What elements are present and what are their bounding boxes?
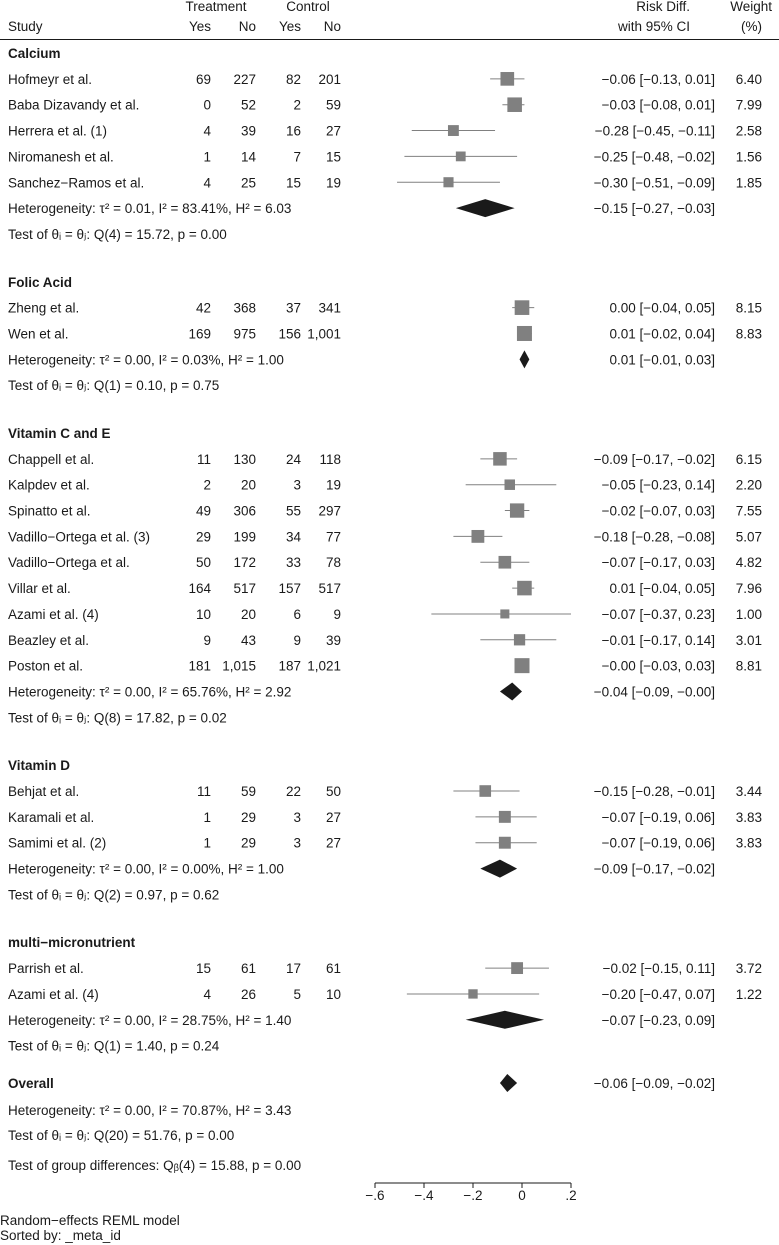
control-no: 27 [325,809,341,825]
study-ci: −0.07 [−0.19, 0.06] [601,809,715,825]
treatment-no: 29 [240,835,256,851]
study-ci: −0.07 [−0.19, 0.06] [601,835,715,851]
treatment-no: 368 [233,300,256,316]
study-ci: 0.01 [−0.02, 0.04] [609,326,715,342]
study-marker [499,556,512,569]
study-name: Wen et al. [8,326,69,342]
treatment-yes: 50 [195,555,211,571]
header-study: Study [8,19,43,34]
study-marker [514,634,525,645]
study-marker [493,452,507,466]
study-ci: −0.05 [−0.23, 0.14] [601,477,715,493]
group-test: Test of θᵢ = θⱼ: Q(4) = 15.72, p = 0.00 [8,226,227,242]
group-title: Calcium [8,46,61,61]
control-no: 1,001 [307,326,341,342]
group-heterogeneity: Heterogeneity: τ² = 0.00, I² = 28.75%, H² = 1.40 [8,1012,292,1028]
control-yes: 22 [285,784,301,800]
study-marker [515,300,530,315]
control-yes: 157 [278,581,301,597]
study-name: Poston et al. [8,658,84,674]
treatment-no: 20 [240,477,256,493]
group-pooled-ci: −0.04 [−0.09, −0.00] [593,684,715,700]
treatment-yes: 0 [203,97,211,113]
x-axis-tick-label: .2 [565,1188,577,1203]
study-name: Azami et al. (4) [8,986,99,1002]
control-no: 1,021 [307,658,341,674]
study-weight: 4.82 [735,555,762,571]
group-pooled-diamond [466,1011,544,1029]
study-name: Spinatto et al. [8,503,91,519]
study-marker [456,152,466,162]
header-effect-line2: with 95% CI [617,19,690,34]
study-name: Sanchez−Ramos et al. [8,175,145,191]
study-marker [507,97,522,112]
group-test: Test of θᵢ = θⱼ: Q(2) = 0.97, p = 0.62 [8,887,220,903]
study-marker [499,811,511,823]
control-no: 19 [325,175,341,191]
group-test: Test of θᵢ = θⱼ: Q(1) = 0.10, p = 0.75 [8,378,220,394]
treatment-no: 199 [233,529,256,545]
group-test: Test of θᵢ = θⱼ: Q(1) = 1.40, p = 0.24 [8,1038,220,1054]
study-weight: 1.22 [735,986,762,1002]
study-ci: −0.20 [−0.47, 0.07] [601,986,715,1002]
control-yes: 82 [285,71,301,87]
group-pooled-ci: −0.15 [−0.27, −0.03] [593,201,715,217]
study-name: Niromanesh et al. [8,149,114,165]
treatment-yes: 42 [195,300,211,316]
control-yes: 15 [285,175,301,191]
treatment-yes: 4 [203,123,211,139]
group-heterogeneity: Heterogeneity: τ² = 0.00, I² = 65.76%, H² = 2.92 [8,684,292,700]
study-marker [515,658,530,673]
group-pooled-diamond [500,682,522,700]
study-ci: −0.25 [−0.48, −0.02] [593,149,715,165]
study-weight: 7.99 [735,97,762,113]
footnote-sort: Sorted by: _meta_id [0,1228,121,1243]
treatment-yes: 15 [195,961,211,977]
header-control-no: No [323,19,341,34]
treatment-yes: 4 [203,175,211,191]
study-ci: −0.01 [−0.17, 0.14] [601,632,715,648]
overall-test: Test of θᵢ = θⱼ: Q(20) = 51.76, p = 0.00 [8,1128,235,1143]
control-yes: 3 [293,809,301,825]
treatment-no: 227 [233,71,256,87]
treatment-yes: 11 [196,784,211,800]
study-ci: −0.15 [−0.28, −0.01] [593,784,715,800]
study-ci: −0.18 [−0.28, −0.08] [593,529,715,545]
study-ci: −0.28 [−0.45, −0.11] [594,123,715,139]
control-no: 27 [325,123,341,139]
control-yes: 156 [278,326,301,342]
study-marker [500,72,514,86]
study-weight: 1.56 [735,149,762,165]
treatment-no: 306 [233,503,256,519]
study-weight: 8.81 [735,658,762,674]
group-title: Vitamin C and E [8,425,111,441]
control-no: 77 [325,529,341,545]
control-yes: 37 [285,300,301,316]
group-test: Test of θᵢ = θⱼ: Q(8) = 17.82, p = 0.02 [8,710,227,726]
treatment-yes: 49 [195,503,211,519]
study-marker [510,503,524,517]
study-ci: −0.30 [−0.51, −0.09] [593,175,715,191]
study-weight: 1.85 [735,175,762,191]
control-yes: 16 [285,123,301,139]
treatment-yes: 1 [203,809,211,825]
treatment-no: 20 [240,606,256,622]
treatment-no: 975 [233,326,256,342]
study-ci: −0.07 [−0.37, 0.23] [601,606,715,622]
treatment-yes: 164 [188,581,211,597]
study-marker [500,609,509,618]
control-no: 297 [318,503,341,519]
treatment-yes: 1 [203,149,211,165]
control-no: 517 [318,581,341,597]
study-weight: 5.07 [735,529,762,545]
control-yes: 3 [293,477,301,493]
control-yes: 17 [285,961,301,977]
study-ci: −0.02 [−0.07, 0.03] [601,503,715,519]
header-control-yes: Yes [278,19,301,34]
treatment-yes: 181 [188,658,211,674]
treatment-yes: 10 [195,606,211,622]
study-name: Chappell et al. [8,451,95,467]
x-axis-tick-label: 0 [518,1188,526,1203]
header-weight-line2: (%) [741,19,762,34]
study-weight: 3.44 [735,784,762,800]
study-weight: 8.83 [735,326,762,342]
treatment-yes: 4 [203,986,211,1002]
control-yes: 24 [285,451,301,467]
study-marker [499,837,511,849]
study-name: Karamali et al. [8,809,95,825]
control-no: 61 [325,961,341,977]
treatment-yes: 69 [195,71,211,87]
control-yes: 3 [293,835,301,851]
study-weight: 7.96 [735,581,762,597]
x-axis-tick-label: −.6 [365,1188,385,1203]
study-name: Kalpdev et al. [8,477,90,493]
study-name: Herrera et al. (1) [8,123,108,139]
control-yes: 6 [293,606,301,622]
control-no: 201 [318,71,341,87]
control-no: 10 [325,986,341,1002]
control-no: 59 [325,97,341,113]
treatment-no: 59 [240,784,256,800]
study-weight: 1.00 [735,606,762,622]
study-name: Behjat et al. [8,784,80,800]
treatment-no: 26 [240,986,256,1002]
treatment-no: 172 [233,555,256,571]
study-ci: −0.02 [−0.15, 0.11] [602,961,715,977]
study-marker [471,530,484,543]
header-weight-line1: Weight [730,0,772,14]
study-weight: 3.72 [735,961,762,977]
study-ci: −0.09 [−0.17, −0.02] [593,451,715,467]
treatment-yes: 1 [203,835,211,851]
study-name: Samimi et al. (2) [8,835,107,851]
treatment-yes: 29 [195,529,211,545]
study-marker [479,785,491,797]
study-ci: 0.01 [−0.04, 0.05] [609,581,715,597]
control-no: 118 [319,451,341,467]
header-treatment-no: No [238,19,256,34]
study-name: Beazley et al. [8,632,90,648]
study-name: Vadillo−Ortega et al. (3) [8,529,150,545]
treatment-yes: 169 [188,326,211,342]
study-marker [448,125,459,136]
header-treatment-yes: Yes [188,19,211,34]
study-name: Azami et al. (4) [8,606,99,622]
study-weight: 8.15 [735,300,762,316]
x-axis-tick-label: −.2 [463,1188,483,1203]
study-marker [505,479,515,489]
study-marker [517,326,532,341]
study-marker [511,962,523,974]
control-yes: 7 [293,149,301,165]
group-heterogeneity: Heterogeneity: τ² = 0.00, I² = 0.00%, H² = 1.00 [8,861,284,877]
control-yes: 34 [285,529,301,545]
group-title: Folic Acid [8,274,73,290]
study-weight: 3.83 [735,835,762,851]
x-axis-tick-label: −.4 [414,1188,434,1203]
control-yes: 33 [285,555,301,571]
study-ci: −0.00 [−0.03, 0.03] [601,658,715,674]
group-pooled-ci: −0.09 [−0.17, −0.02] [593,861,715,877]
footnote-model: Random−effects REML model [0,1213,180,1228]
study-ci: −0.07 [−0.17, 0.03] [601,555,715,571]
treatment-no: 39 [240,123,256,139]
treatment-no: 52 [240,97,256,113]
treatment-no: 25 [240,175,256,191]
treatment-no: 14 [240,149,256,165]
study-ci: −0.06 [−0.13, 0.01] [601,71,715,87]
control-no: 39 [325,632,341,648]
control-no: 50 [325,784,341,800]
control-yes: 9 [293,632,301,648]
study-weight: 2.58 [735,123,762,139]
treatment-yes: 9 [203,632,211,648]
study-weight: 2.20 [735,477,762,493]
study-weight: 6.15 [735,451,762,467]
study-ci: −0.03 [−0.08, 0.01] [601,97,715,113]
study-weight: 7.55 [735,503,762,519]
header-treatment: Treatment [185,0,247,14]
treatment-no: 29 [240,809,256,825]
group-pooled-diamond [520,350,530,368]
study-name: Parrish et al. [8,961,84,977]
overall-title: Overall [8,1076,54,1091]
control-no: 9 [333,606,341,622]
control-no: 78 [325,555,341,571]
treatment-no: 130 [233,451,256,467]
group-title: multi−micronutrient [8,935,136,951]
overall-ci: −0.06 [−0.09, −0.02] [593,1076,715,1091]
treatment-no: 517 [233,581,256,597]
study-marker [468,989,477,998]
control-yes: 187 [278,658,301,674]
header-effect-line1: Risk Diff. [636,0,690,14]
group-pooled-ci: −0.07 [−0.23, 0.09] [601,1012,715,1028]
group-pooled-ci: 0.01 [−0.01, 0.03] [609,352,715,368]
treatment-yes: 2 [203,477,211,493]
study-ci: 0.00 [−0.04, 0.05] [609,300,715,316]
header-control: Control [286,0,330,14]
study-weight: 6.40 [735,71,762,87]
study-name: Vadillo−Ortega et al. [8,555,130,571]
group-heterogeneity: Heterogeneity: τ² = 0.00, I² = 0.03%, H² = 1.00 [8,352,284,368]
treatment-no: 43 [240,632,256,648]
group-heterogeneity: Heterogeneity: τ² = 0.01, I² = 83.41%, H² = 6.03 [8,201,292,217]
control-no: 27 [325,835,341,851]
study-name: Hofmeyr et al. [8,71,93,87]
control-no: 19 [325,477,341,493]
group-pooled-diamond [480,860,517,878]
overall-diamond [500,1074,517,1092]
group-differences-test: Test of group differences: Qᵦ(4) = 15.88, p = 0.00 [8,1158,302,1173]
study-weight: 3.01 [735,632,762,648]
control-yes: 2 [293,97,301,113]
control-yes: 5 [293,986,301,1002]
overall-heterogeneity: Heterogeneity: τ² = 0.00, I² = 70.87%, H² = 3.43 [8,1103,292,1118]
study-name: Villar et al. [8,581,71,597]
treatment-no: 61 [240,961,256,977]
study-marker [517,581,532,596]
group-title: Vitamin D [8,758,71,774]
treatment-no: 1,015 [222,658,256,674]
control-no: 15 [325,149,341,165]
study-marker [443,177,453,187]
control-no: 341 [318,300,341,316]
study-name: Baba Dizavandy et al. [8,97,140,113]
control-yes: 55 [285,503,301,519]
study-weight: 3.83 [735,809,762,825]
group-pooled-diamond [456,199,515,217]
study-name: Zheng et al. [8,300,80,316]
treatment-yes: 11 [196,451,211,467]
